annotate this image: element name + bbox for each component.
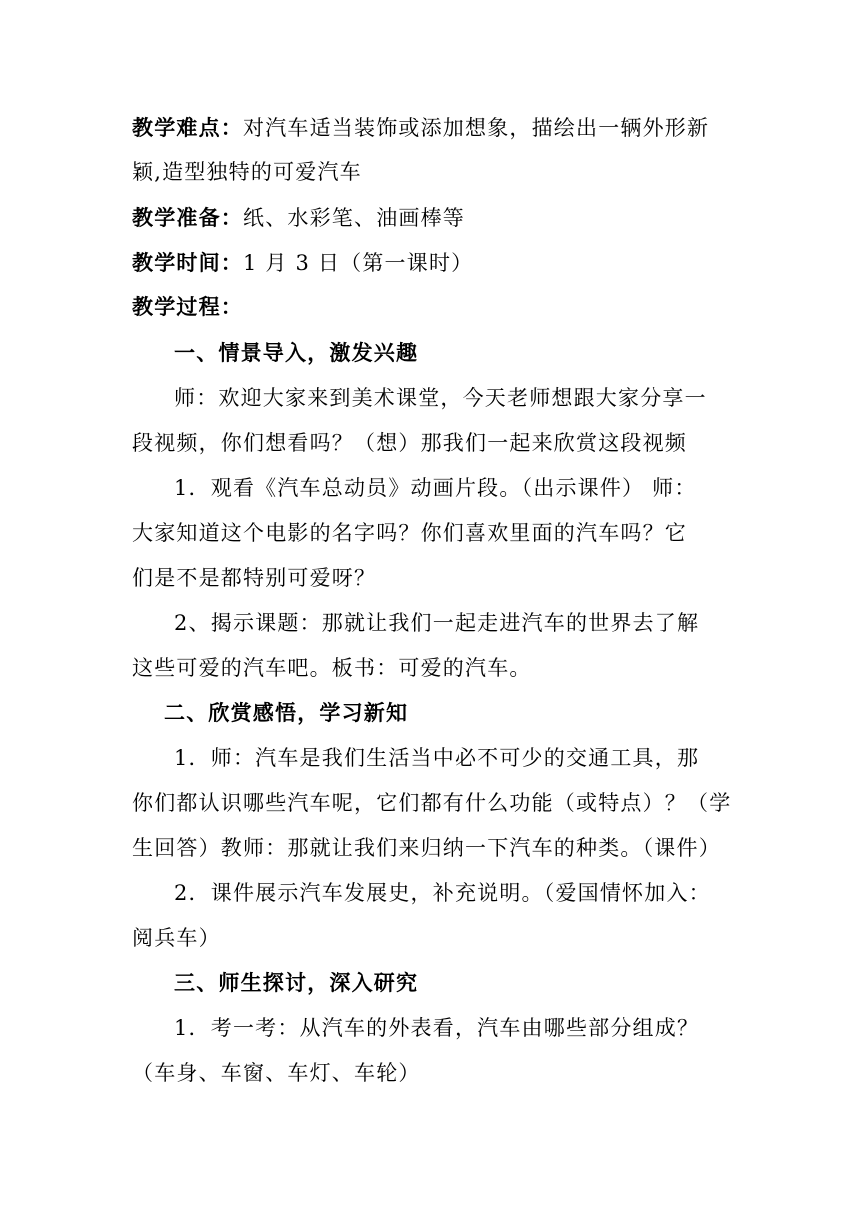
difficulty-text-1: 对汽车适当装饰或添加想象，描绘出一辆外形新 [243, 116, 710, 140]
section2-p1-line1: 1．师：汽车是我们生活当中必不可少的交通工具，那 [174, 746, 700, 770]
section2-p1-line2: 你们都认识哪些汽车呢，它们都有什么功能（或特点）？（学 [132, 791, 732, 815]
section2-p1-line3: 生回答）教师：那就让我们来归纳一下汽车的种类。（课件） [132, 836, 721, 860]
preparation-label: 教学准备： [132, 206, 243, 230]
time-label: 教学时间： [132, 251, 243, 275]
section3-p1-line1: 1．考一考：从汽车的外表看，汽车由哪些部分组成？ [174, 1016, 700, 1040]
preparation-line [132, 203, 742, 233]
time-text: 1 月 3 日（第一课时） [243, 251, 474, 275]
difficulty-line-2: 颖,造型独特的可爱汽车 [132, 160, 362, 184]
section1-p2-line1: 1．观看《汽车总动员》动画片段。（出示课件） 师： [174, 476, 697, 500]
section1-heading: 一、情景导入，激发兴趣 [174, 341, 419, 365]
difficulty-line-1 [132, 113, 742, 143]
preparation-text: 纸、水彩笔、油画棒等 [243, 206, 465, 230]
section3-p1-line2: （车身、车窗、车灯、车轮） [132, 1061, 421, 1085]
process-label: 教学过程： [132, 295, 243, 319]
section1-p1-line1: 师：欢迎大家来到美术课堂，今天老师想跟大家分享一 [174, 386, 707, 410]
time-line [132, 248, 742, 278]
section1-p3-line2: 这些可爱的汽车吧。板书：可爱的汽车。 [132, 656, 532, 680]
difficulty-label: 教学难点： [132, 116, 243, 140]
section1-p2-line2: 大家知道这个电影的名字吗？你们喜欢里面的汽车吗？它 [132, 521, 687, 545]
section3-heading: 三、师生探讨，深入研究 [174, 971, 419, 995]
section1-p2-line3: 们是不是都特别可爱呀？ [132, 566, 377, 590]
section2-p2-line2: 阅兵车） [132, 926, 221, 950]
section1-p3-line1: 2、揭示课题：那就让我们一起走进汽车的世界去了解 [174, 611, 700, 635]
section2-heading: 二、欣赏感悟，学习新知 [164, 701, 409, 725]
section1-p1-line2: 段视频，你们想看吗？（想）那我们一起来欣赏这段视频 [132, 431, 687, 455]
section2-p2-line1: 2．课件展示汽车发展史，补充说明。（爱国情怀加入： [174, 881, 711, 905]
